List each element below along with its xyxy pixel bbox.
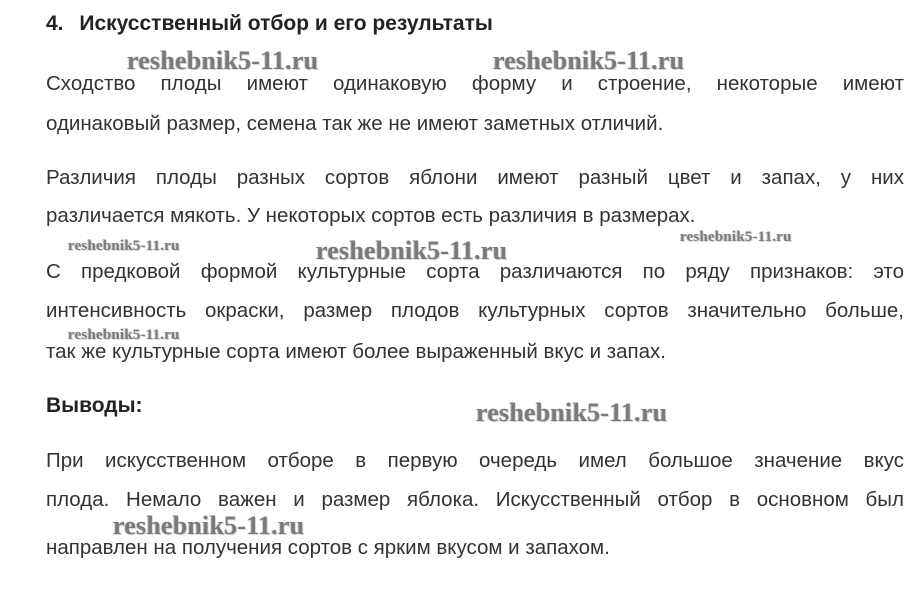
watermark: reshebnik5-11.ru: [493, 46, 685, 75]
conclusions-line-1: При искусственном отборе в первую очередь имел большое значение вкус: [46, 449, 904, 472]
watermark: reshebnik5-11.ru: [316, 236, 508, 265]
conclusions-heading: Выводы:: [46, 394, 143, 417]
watermark: reshebnik5-11.ru: [127, 46, 319, 75]
paragraph-1-line-2: одинаковый размер, семена так же не имеют заметных отличий.: [46, 112, 664, 135]
paragraph-3-line-2: интенсивность окраски, размер плодов культурных сортов значительно больше,: [46, 299, 904, 322]
paragraph-3-line-3: так же культурные сорта имеют более выраженный вкус и запах.: [46, 340, 666, 363]
section-number: 4.: [46, 12, 64, 35]
section-title: Искусственный отбор и его результаты: [79, 12, 493, 35]
paragraph-3-line-1: С предковой формой культурные сорта различаются по ряду признаков: это: [46, 260, 904, 283]
watermark: reshebnik5-11.ru: [113, 511, 305, 540]
paragraph-2-line-1: Различия плоды разных сортов яблони имеют разный цвет и запах, у них: [46, 166, 904, 189]
paragraph-2-line-2: различается мякоть. У некоторых сортов есть различия в размерах.: [46, 204, 696, 227]
watermark: reshebnik5-11.ru: [68, 238, 180, 254]
watermark: reshebnik5-11.ru: [476, 398, 668, 427]
conclusions-line-2: плода. Немало важен и размер яблока. Искусственный отбор в основном был: [46, 488, 904, 511]
paragraph-1-line-1: Сходство плоды имеют одинаковую форму и строение, некоторые имеют: [46, 72, 904, 95]
section-heading: [46, 12, 493, 36]
conclusions-line-3: направлен на получения сортов с ярким вкусом и запахом.: [46, 536, 610, 559]
watermark: reshebnik5-11.ru: [680, 229, 792, 245]
watermark: reshebnik5-11.ru: [68, 327, 180, 343]
